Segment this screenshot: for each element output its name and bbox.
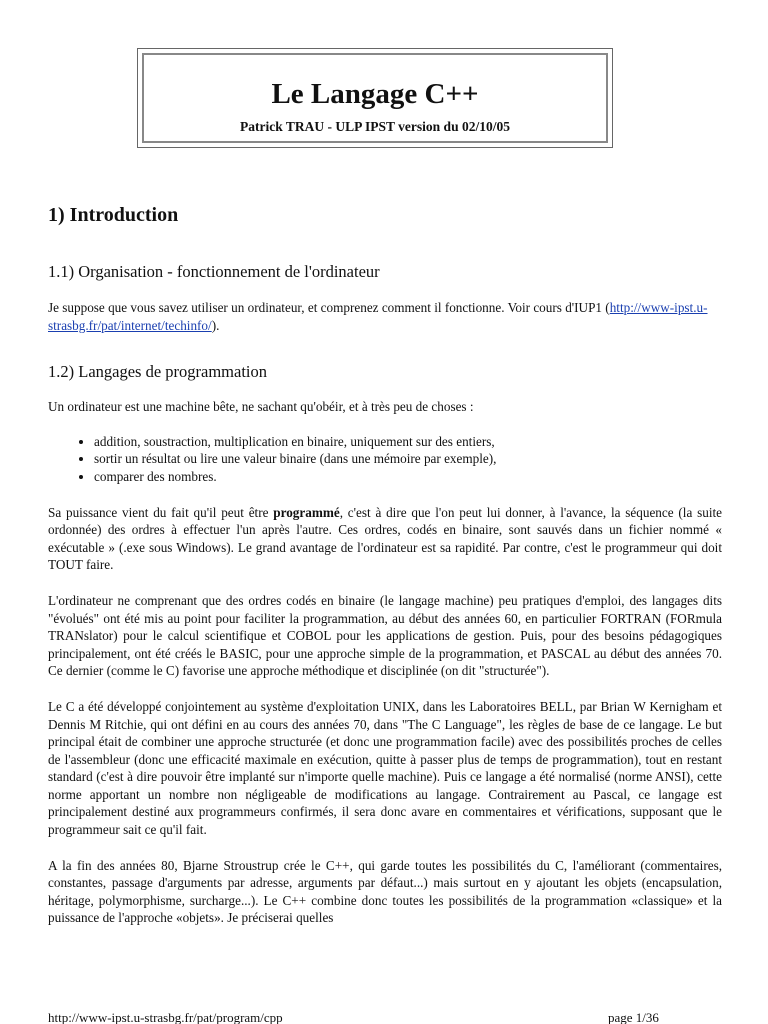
paragraph-cpp: A la fin des années 80, Bjarne Stroustrup crée le C++, qui garde toutes les possibilités du C, l'améliorant (commentaires, constantes, passage d'arguments par adresse, arguments par défaut...) mais surtout en y ajoutant les objets (encapsulation, héritage, polymorphisme, surcharge...). Le C++ combine donc toutes les possibilités de la programmation «classique» et la puissance de l'approche «objets». Je préciserai quelles xyxy=(48,857,722,926)
paragraph-end: ). xyxy=(211,317,220,333)
capabilities-list xyxy=(48,433,722,486)
list-item: • addition, soustraction, multiplication en binaire, uniquement sur des entiers, xyxy=(94,433,722,451)
paragraph-organisation xyxy=(48,299,722,334)
paragraph-text: , c'est à dire que l'on peut lui donner, à l'avance, la séquence (la suite ordonnée) des ordres à effectuer l'un après l'autre. Ces ordres, codés en binaire, sont sauvés dans un fichier nommé « exécutable » (.exe sous Windows). Le grand avantage de l'ordinateur est sa rapidité. Par contre, c'est le programmeur qui doit TOUT faire. xyxy=(48,504,722,573)
page-number: page 1/36 xyxy=(608,1010,659,1024)
emphasis-programme: programmé xyxy=(273,504,340,520)
document-subtitle: Patrick TRAU - ULP IPST version du 02/10/05 xyxy=(240,119,510,134)
section-heading-introduction: 1) Introduction xyxy=(48,204,179,226)
paragraph-intro: Un ordinateur est une machine bête, ne sachant qu'obéir, et à très peu de choses : xyxy=(48,399,474,415)
subsection-heading-langages: 1.2) Langages de programmation xyxy=(48,362,268,382)
document-body xyxy=(48,200,722,927)
title-box xyxy=(137,48,613,148)
list-item: • sortir un résultat ou lire une valeur binaire (dans une mémoire par exemple), xyxy=(94,450,722,468)
list-item: • comparer des nombres. xyxy=(94,468,722,486)
paragraph-langage-c: Le C a été développé conjointement au système d'exploitation UNIX, dans les Laboratoires BELL, par Brian W Kernigham et Dennis M Ritchie, qui ont défini en au cours des années 70, dans "The C Language", les règles de base de ce langage. Le but principal était de combiner une approche structurée (et donc une programmation facile) avec des possibilités proches de celles de l'assembleur (donc une efficacité maximale en exécution, quitte à passer plus de temps de programmation), tout en restant standard (c'est à dire pouvoir être implanté sur n'importe quelle machine). Puis ce langage a été normalisé (norme ANSI), cette norme apportant un nombre non négligeable de modifications au langage. Contrairement au Pascal, ce langage est principalement destiné aux programmeurs confirmés, il sera donc avare en commentaires et vérifications, supposant que le programmeur sait ce qu'il fait. xyxy=(48,698,722,838)
footer-url: http://www-ipst.u-strasbg.fr/pat/program/cpp xyxy=(48,1010,283,1024)
subsection-heading-organisation: 1.1) Organisation - fonctionnement de l'ordinateur xyxy=(48,262,380,281)
paragraph-text: Sa puissance vient du fait qu'il peut être xyxy=(48,504,274,520)
title-box-inner xyxy=(142,53,608,143)
paragraph-text: Je suppose que vous savez utiliser un ordinateur, et comprenez comment il fonctionne. Voir cours d'IUP1 ( xyxy=(48,300,610,315)
techinfo-link[interactable]: http://www-ipst.u-strasbg.fr/pat/internet/techinfo/ xyxy=(48,300,708,333)
document-title: Le Langage C++ xyxy=(271,78,479,110)
paragraph-puissance xyxy=(48,504,722,574)
paragraph-langages-evolues: L'ordinateur ne comprenant que des ordres codés en binaire (le langage machine) peu pratiques d'emploi, des langages dits "évolués" ont été mis au point pour faciliter la programmation, au début des années 60, en particulier FORTRAN (FORmula TRANslator) pour le calcul scientifique et COBOL pour les applications de gestion. Puis, pour des besoins pédagogiques principalement, ont été créés le BASIC, pour une approche simple de la programmation, et PASCAL au début des années 70. Ce dernier (comme le C) favorise une approche méthodique et disciplinée (on dit "structurée"). xyxy=(48,592,722,679)
